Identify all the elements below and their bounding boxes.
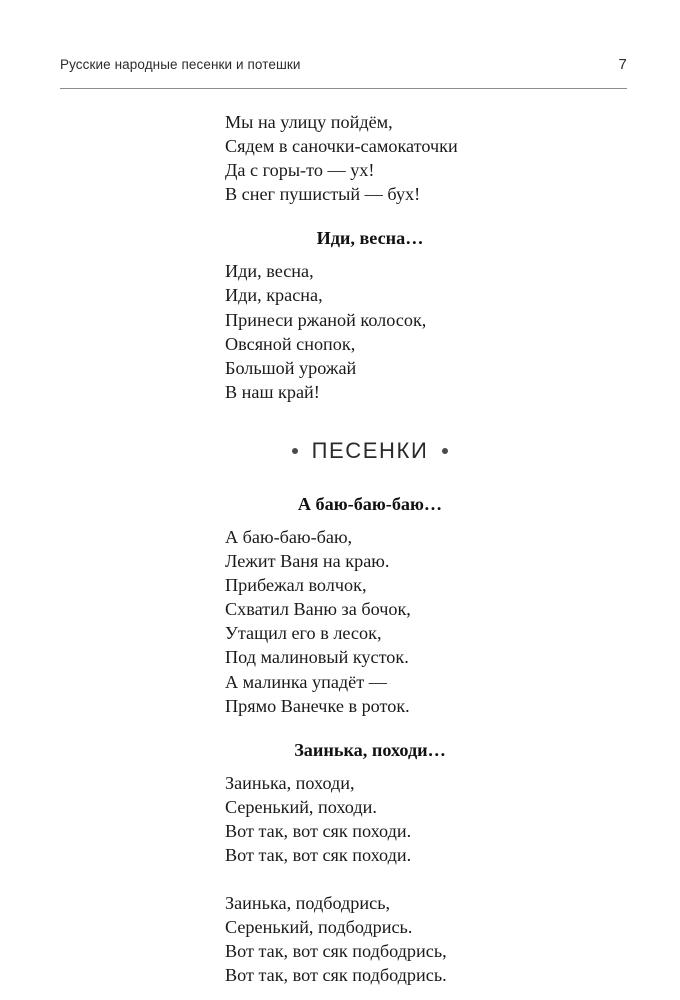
- poem-line: Утащил его в лесок,: [225, 623, 382, 644]
- spacer: [225, 867, 515, 891]
- spacer: [225, 762, 515, 771]
- poem-line: Да с горы-то — ух!: [225, 160, 375, 181]
- spacer: [225, 466, 515, 492]
- spacer: [225, 206, 515, 226]
- poem-line: В наш край!: [225, 381, 320, 402]
- poem-heading-bayu: А баю-баю-баю…: [297, 493, 443, 514]
- poem-line: Вот так, вот сяк подбодрись,: [225, 941, 447, 962]
- poem-line: Большой урожай: [225, 357, 357, 378]
- poem-line: Иди, весна,: [225, 261, 314, 282]
- stanza-zainka-1: [225, 771, 515, 867]
- poem-line: Заинька, походи,: [225, 772, 355, 793]
- poem-heading-zainka: Заинька, походи…: [294, 739, 446, 760]
- spacer: [225, 516, 515, 525]
- poem-line: Серенький, походи.: [225, 796, 377, 817]
- stanza-zainka-2: [225, 891, 515, 987]
- stanza-bayu: [225, 525, 515, 718]
- poem-line: Вот так, вот сяк подбодрись.: [225, 965, 447, 986]
- stanza-vesna: [225, 259, 515, 404]
- poem-line: Вот так, вот сяк походи.: [225, 820, 412, 841]
- poem-line: Вот так, вот сяк походи.: [225, 844, 412, 865]
- poem-line: Сядем в саночки-самокаточки: [225, 136, 458, 157]
- poem-line: Серенький, подбодрись.: [225, 917, 413, 938]
- poem-line: Принеси ржаной колосок,: [225, 309, 427, 330]
- poem-line: Иди, красна,: [225, 285, 323, 306]
- poem-line: Под малиновый кусток.: [225, 647, 409, 668]
- bullet-dot-icon: [442, 448, 448, 454]
- running-head-title: Русские народные песенки и потешки: [60, 57, 301, 72]
- spacer: [225, 404, 515, 436]
- poem-line: В снег пушистый — бух!: [225, 184, 421, 205]
- running-head: [60, 56, 627, 73]
- header-divider-rule: [60, 88, 627, 89]
- poem-line: Заинька, подбодрись,: [225, 893, 391, 914]
- poem-line: Схватил Ваню за бочок,: [225, 599, 411, 620]
- poem-line: Прибежал волчок,: [225, 575, 367, 596]
- poem-line: А баю-баю-баю,: [225, 526, 353, 547]
- poem-heading-vesna: Иди, весна…: [316, 228, 424, 249]
- spacer: [225, 718, 515, 738]
- stanza-ulitsa: [225, 110, 515, 206]
- bullet-dot-icon: [292, 448, 298, 454]
- page-text-block: [225, 110, 515, 987]
- section-divider-label: ПЕСЕНКИ: [311, 437, 429, 463]
- page-number: 7: [618, 56, 627, 73]
- poem-line: А малинка упадёт —: [225, 671, 387, 692]
- poem-line: Прямо Ванечке в роток.: [225, 695, 410, 716]
- poem-line: Овсяной снопок,: [225, 333, 356, 354]
- poem-line: Лежит Ваня на краю.: [225, 551, 390, 572]
- spacer: [225, 250, 515, 259]
- poem-line: Мы на улицу пойдём,: [225, 112, 393, 132]
- section-divider-pesenki: [225, 436, 515, 466]
